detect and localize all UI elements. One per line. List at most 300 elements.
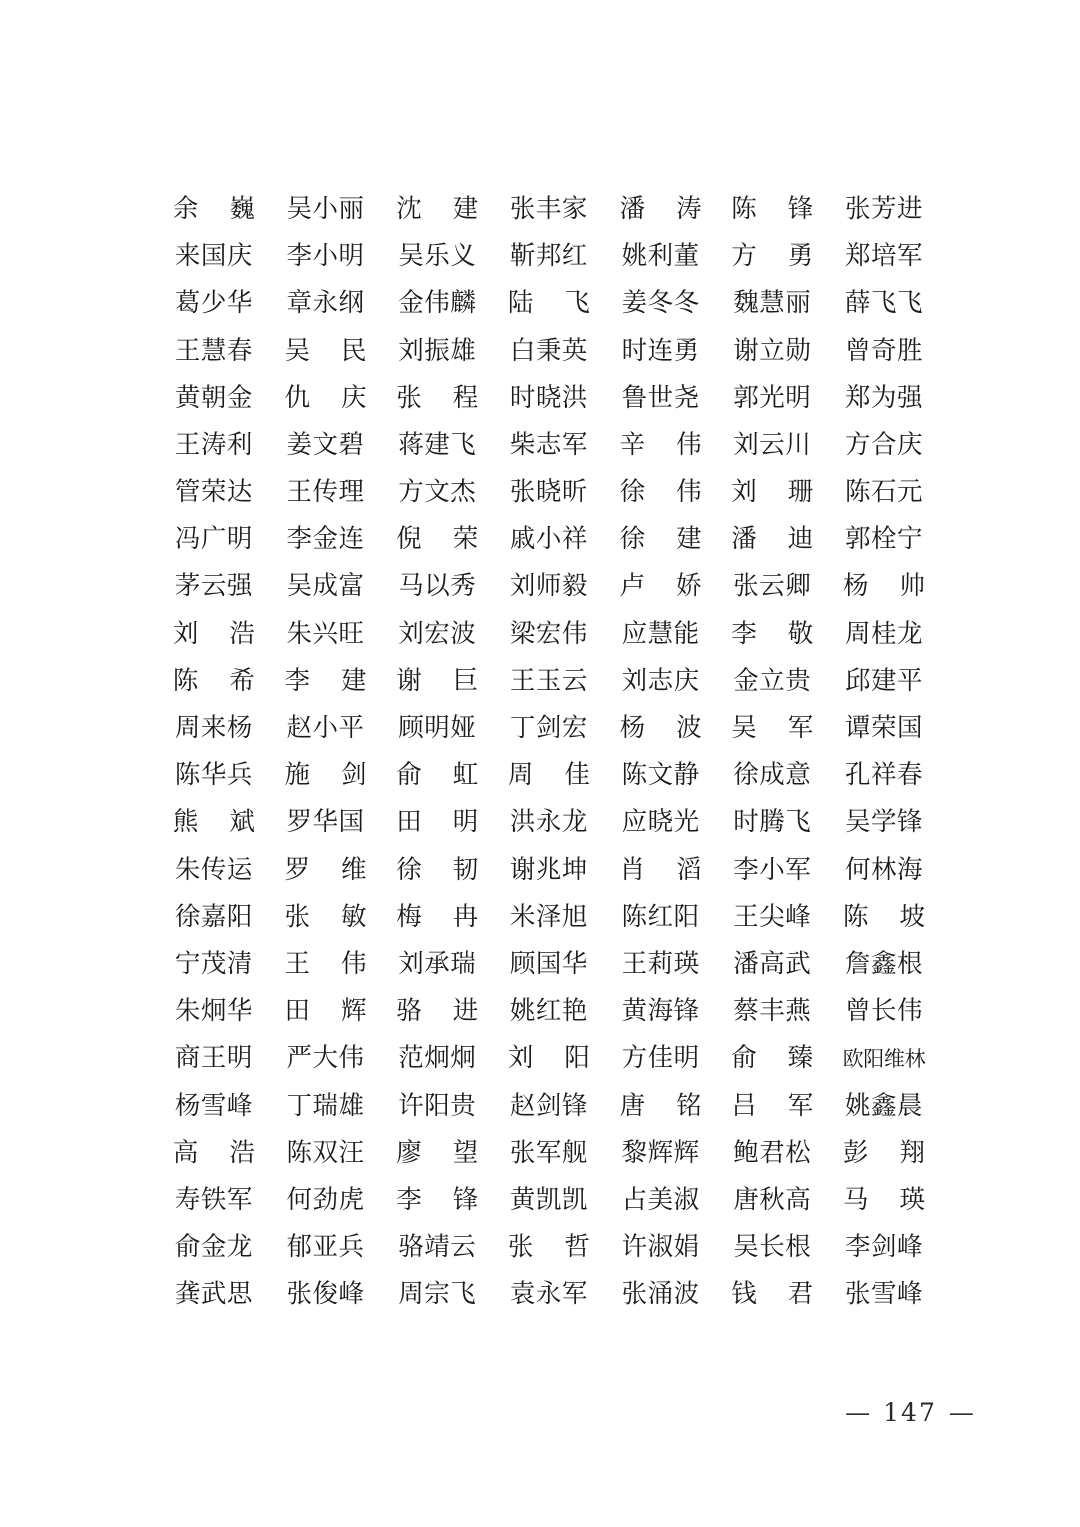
name-cell — [605, 289, 717, 318]
person-name: 王慧春 — [174, 335, 253, 366]
person-name: 王涛利 — [174, 429, 253, 460]
roster-row — [158, 422, 940, 469]
person-name: 郭光明 — [733, 382, 812, 413]
name-cell — [828, 572, 940, 601]
name-cell — [381, 1044, 493, 1073]
person-name — [508, 1233, 590, 1262]
name-cell — [381, 1280, 493, 1309]
name-cell — [716, 572, 828, 601]
roster-row — [158, 658, 940, 705]
name-glyph: 敏 — [341, 901, 367, 932]
person-name: 龚武思 — [174, 1279, 253, 1310]
name-cell — [605, 667, 717, 696]
person-name — [396, 856, 478, 885]
person-name: 何林海 — [844, 854, 923, 885]
person-name — [173, 195, 255, 224]
name-glyph: 军 — [787, 1090, 814, 1121]
name-cell — [605, 384, 717, 413]
name-cell — [828, 761, 940, 790]
person-name: 蒋建飞 — [398, 429, 477, 460]
name-cell — [381, 903, 493, 932]
name-glyph: 徐 — [619, 524, 646, 555]
name-cell — [716, 195, 828, 224]
person-name: 谭荣国 — [844, 713, 923, 743]
name-cell — [493, 289, 605, 318]
person-name: 魏慧丽 — [733, 288, 812, 319]
person-name: 邱建平 — [844, 665, 923, 696]
person-name: 张晓昕 — [509, 477, 588, 508]
name-cell — [493, 478, 605, 507]
person-name: 应慧能 — [621, 618, 700, 649]
name-cell — [381, 572, 493, 601]
page-number-right-dash: — — [948, 1398, 976, 1427]
person-name — [396, 903, 478, 932]
name-cell — [605, 1233, 717, 1262]
name-glyph: 伟 — [676, 429, 702, 460]
name-cell — [158, 195, 270, 224]
name-glyph: 希 — [229, 665, 255, 696]
name-glyph: 哲 — [564, 1232, 590, 1263]
name-cell — [716, 950, 828, 979]
name-cell — [381, 997, 493, 1026]
name-cell — [828, 808, 940, 837]
person-name — [620, 195, 702, 224]
person-name: 管荣达 — [174, 477, 253, 508]
name-glyph: 余 — [172, 193, 199, 224]
name-cell — [270, 337, 382, 366]
name-cell — [828, 195, 940, 224]
person-name: 骆靖云 — [398, 1232, 477, 1263]
person-name — [620, 572, 702, 601]
name-cell — [716, 478, 828, 507]
name-glyph: 杨 — [842, 571, 869, 602]
roster-row — [158, 1224, 940, 1271]
person-name — [285, 903, 367, 932]
name-glyph: 进 — [452, 996, 479, 1027]
person-name — [620, 714, 702, 743]
name-cell — [605, 478, 717, 507]
name-cell — [270, 525, 382, 554]
name-cell — [381, 478, 493, 507]
person-name: 许阳贵 — [398, 1090, 477, 1121]
person-name: 吴小丽 — [286, 193, 365, 224]
name-cell — [716, 997, 828, 1026]
person-name: 靳邦红 — [509, 241, 588, 272]
person-name: 李剑峰 — [844, 1232, 923, 1263]
person-name: 黄凯凯 — [509, 1184, 588, 1215]
name-glyph: 滔 — [676, 854, 702, 885]
name-glyph: 仇 — [284, 382, 311, 413]
roster-row — [158, 847, 940, 894]
name-cell — [270, 714, 382, 743]
person-name: 詹鑫根 — [844, 948, 923, 979]
name-cell — [158, 289, 270, 318]
name-glyph: 浩 — [229, 618, 255, 649]
name-glyph: 卢 — [619, 571, 646, 602]
name-cell — [270, 431, 382, 460]
name-glyph: 廖 — [396, 1137, 422, 1168]
person-name: 罗华国 — [286, 807, 365, 838]
name-cell — [716, 1044, 828, 1073]
page-number-left-dash: — — [845, 1398, 873, 1427]
person-name: 洪永龙 — [509, 807, 588, 838]
name-glyph: 俞 — [396, 760, 422, 791]
name-glyph: 吴 — [284, 335, 311, 366]
name-cell — [828, 525, 940, 554]
person-name: 周桂龙 — [844, 618, 923, 649]
person-name: 丁瑞雄 — [286, 1090, 365, 1121]
name-glyph: 佳 — [564, 760, 590, 791]
person-name: 刘宏波 — [398, 618, 477, 649]
name-glyph: 瑛 — [899, 1184, 925, 1215]
name-glyph: 勇 — [787, 241, 814, 272]
person-name: 时腾飞 — [733, 807, 812, 838]
name-cell — [605, 431, 717, 460]
name-cell — [158, 1139, 270, 1168]
person-name — [396, 761, 478, 790]
name-cell — [381, 1233, 493, 1262]
person-name: 王莉瑛 — [621, 948, 700, 979]
person-name: 欧阳维林 — [842, 1046, 926, 1071]
person-name: 张雪峰 — [844, 1279, 923, 1310]
person-name — [620, 525, 702, 554]
name-cell — [270, 195, 382, 224]
roster-row — [158, 1130, 940, 1177]
name-cell — [270, 856, 382, 885]
name-cell — [605, 808, 717, 837]
name-glyph: 迪 — [787, 524, 814, 555]
name-cell — [828, 1280, 940, 1309]
person-name — [731, 195, 813, 224]
name-glyph: 荣 — [452, 524, 479, 555]
person-name: 张军舰 — [509, 1137, 588, 1168]
name-cell — [605, 572, 717, 601]
person-name — [843, 1186, 925, 1215]
person-name: 金伟麟 — [398, 288, 477, 319]
name-cell — [716, 1092, 828, 1121]
name-cell — [158, 903, 270, 932]
name-glyph: 骆 — [396, 996, 422, 1027]
name-cell — [158, 525, 270, 554]
person-name — [173, 667, 255, 696]
person-name — [731, 525, 813, 554]
name-cell — [605, 525, 717, 554]
name-glyph: 陈 — [731, 193, 757, 224]
name-glyph: 辛 — [619, 429, 646, 460]
name-cell — [270, 478, 382, 507]
name-cell — [158, 1280, 270, 1309]
name-cell — [158, 714, 270, 743]
person-name: 张丰家 — [509, 193, 588, 224]
name-cell — [828, 1092, 940, 1121]
name-cell — [270, 620, 382, 649]
roster-row — [158, 1083, 940, 1130]
name-cell — [605, 761, 717, 790]
name-cell — [493, 761, 605, 790]
name-cell — [828, 667, 940, 696]
person-name: 时晓洪 — [509, 382, 588, 413]
name-cell — [270, 667, 382, 696]
name-glyph: 锋 — [787, 193, 814, 224]
name-glyph: 陆 — [507, 288, 534, 319]
name-cell — [158, 1186, 270, 1215]
name-cell — [493, 525, 605, 554]
person-name: 姜冬冬 — [621, 288, 700, 319]
roster-row — [158, 1271, 940, 1318]
name-cell — [605, 1044, 717, 1073]
person-name — [396, 1139, 478, 1168]
person-name: 占美淑 — [621, 1184, 700, 1215]
person-name: 刘云川 — [733, 429, 812, 460]
person-name: 刘志庆 — [621, 665, 700, 696]
name-glyph: 方 — [731, 241, 757, 272]
name-glyph: 敬 — [787, 618, 814, 649]
person-name — [285, 950, 367, 979]
name-cell — [270, 572, 382, 601]
name-cell — [270, 1139, 382, 1168]
person-name: 吴成富 — [286, 571, 365, 602]
roster-row — [158, 564, 940, 611]
name-glyph: 刘 — [731, 477, 757, 508]
person-name — [396, 667, 478, 696]
name-glyph: 倪 — [396, 524, 422, 555]
person-name: 范炯炯 — [398, 1043, 477, 1074]
person-name: 杨雪峰 — [174, 1090, 253, 1121]
name-cell — [493, 856, 605, 885]
name-cell — [716, 808, 828, 837]
name-cell — [381, 761, 493, 790]
roster-row — [158, 1035, 940, 1082]
name-glyph: 田 — [284, 996, 311, 1027]
name-glyph: 王 — [284, 948, 311, 979]
name-cell — [493, 242, 605, 271]
person-name: 赵小平 — [286, 713, 365, 743]
name-cell — [158, 431, 270, 460]
name-cell — [270, 761, 382, 790]
name-cell — [381, 431, 493, 460]
person-name: 徐成意 — [733, 760, 812, 791]
person-name — [731, 620, 813, 649]
name-glyph: 沈 — [396, 193, 422, 224]
name-cell — [493, 1233, 605, 1262]
person-name: 李小明 — [286, 241, 365, 272]
person-name: 顾明娅 — [398, 713, 477, 743]
name-glyph: 阳 — [564, 1043, 590, 1074]
name-cell — [605, 242, 717, 271]
person-name — [285, 856, 367, 885]
person-name: 宁茂清 — [174, 948, 253, 979]
person-name: 刘承瑞 — [398, 948, 477, 979]
name-glyph: 军 — [787, 713, 814, 743]
person-name: 马以秀 — [398, 571, 477, 602]
person-name — [731, 714, 813, 743]
name-cell — [158, 950, 270, 979]
person-name — [620, 478, 702, 507]
name-cell — [716, 667, 828, 696]
roster-row — [158, 469, 940, 516]
name-cell — [270, 1280, 382, 1309]
name-cell — [828, 337, 940, 366]
person-name: 薛飞飞 — [844, 288, 923, 319]
name-cell — [828, 903, 940, 932]
name-cell — [605, 1092, 717, 1121]
name-glyph: 吕 — [731, 1090, 757, 1121]
name-glyph: 锋 — [452, 1184, 479, 1215]
person-name: 刘师毅 — [509, 571, 588, 602]
name-cell — [828, 714, 940, 743]
name-cell — [605, 714, 717, 743]
name-cell — [828, 1139, 940, 1168]
person-name: 张芳进 — [844, 193, 923, 224]
person-name: 黎辉辉 — [621, 1137, 700, 1168]
person-name — [285, 384, 367, 413]
person-name: 黄海锋 — [621, 996, 700, 1027]
name-cell — [716, 856, 828, 885]
person-name — [285, 337, 367, 366]
person-name: 谢立勋 — [733, 335, 812, 366]
name-glyph: 肖 — [619, 854, 646, 885]
name-glyph: 陈 — [842, 901, 869, 932]
name-cell — [158, 478, 270, 507]
name-glyph: 臻 — [787, 1043, 814, 1074]
person-name: 柴志军 — [509, 429, 588, 460]
person-name — [396, 195, 478, 224]
name-glyph: 陈 — [172, 665, 199, 696]
person-name: 曾长伟 — [844, 996, 923, 1027]
name-cell — [828, 289, 940, 318]
name-cell — [493, 384, 605, 413]
person-name: 何劲虎 — [286, 1184, 365, 1215]
person-name — [173, 620, 255, 649]
person-name: 严大伟 — [286, 1043, 365, 1074]
person-name — [396, 808, 478, 837]
name-cell — [381, 525, 493, 554]
roster-row — [158, 611, 940, 658]
page-number-group — [845, 1396, 975, 1427]
person-name — [508, 289, 590, 318]
name-glyph: 冉 — [452, 901, 479, 932]
person-name — [843, 903, 925, 932]
person-name: 黄朝金 — [174, 382, 253, 413]
person-name: 金立贵 — [733, 665, 812, 696]
roster-row — [158, 375, 940, 422]
name-glyph: 张 — [396, 382, 422, 413]
name-cell — [381, 384, 493, 413]
name-cell — [716, 761, 828, 790]
name-glyph: 建 — [341, 665, 367, 696]
name-glyph: 田 — [396, 807, 422, 838]
person-name: 商王明 — [174, 1043, 253, 1074]
person-name: 张涌波 — [621, 1279, 700, 1310]
name-glyph: 浩 — [229, 1137, 255, 1168]
person-name — [508, 1044, 590, 1073]
name-glyph: 斌 — [229, 807, 255, 838]
name-glyph: 李 — [284, 665, 311, 696]
name-cell — [605, 997, 717, 1026]
name-glyph: 高 — [172, 1137, 199, 1168]
name-glyph: 涛 — [676, 193, 702, 224]
name-cell — [828, 431, 940, 460]
name-cell — [381, 667, 493, 696]
name-glyph: 坡 — [899, 901, 925, 932]
name-cell — [716, 525, 828, 554]
name-cell — [828, 478, 940, 507]
person-name — [620, 1092, 702, 1121]
name-roster-grid — [158, 186, 940, 1319]
name-glyph: 吴 — [731, 713, 757, 743]
name-cell — [828, 1186, 940, 1215]
name-glyph: 巍 — [229, 193, 255, 224]
name-cell — [270, 289, 382, 318]
person-name: 袁永军 — [509, 1279, 588, 1310]
name-cell — [716, 1233, 828, 1262]
name-glyph: 梅 — [396, 901, 422, 932]
person-name: 时连勇 — [621, 335, 700, 366]
roster-row — [158, 1177, 940, 1224]
name-glyph: 刘 — [507, 1043, 534, 1074]
person-name: 许淑娟 — [621, 1232, 700, 1263]
name-cell — [270, 950, 382, 979]
person-name: 郑培军 — [844, 241, 923, 272]
person-name: 来国庆 — [174, 241, 253, 272]
name-glyph: 俞 — [731, 1043, 757, 1074]
name-cell — [493, 808, 605, 837]
name-cell — [270, 1186, 382, 1215]
name-cell — [270, 903, 382, 932]
person-name: 姚利董 — [621, 241, 700, 272]
name-cell — [158, 761, 270, 790]
name-cell — [158, 572, 270, 601]
name-cell — [605, 950, 717, 979]
person-name: 蔡丰燕 — [733, 996, 812, 1027]
person-name: 米泽旭 — [509, 901, 588, 932]
person-name: 郭栓宁 — [844, 524, 923, 555]
roster-row — [158, 280, 940, 327]
name-cell — [493, 997, 605, 1026]
name-glyph: 周 — [507, 760, 534, 791]
name-glyph: 施 — [284, 760, 311, 791]
name-glyph: 巨 — [452, 665, 479, 696]
name-cell — [493, 1280, 605, 1309]
name-cell — [605, 1280, 717, 1309]
name-cell — [158, 384, 270, 413]
name-glyph: 彭 — [842, 1137, 869, 1168]
name-cell — [605, 1139, 717, 1168]
name-cell — [158, 997, 270, 1026]
name-cell — [270, 384, 382, 413]
name-glyph: 飞 — [564, 288, 590, 319]
name-cell — [605, 620, 717, 649]
person-name: 姚鑫晨 — [844, 1090, 923, 1121]
person-name — [620, 856, 702, 885]
person-name — [173, 808, 255, 837]
name-cell — [716, 1280, 828, 1309]
name-cell — [381, 242, 493, 271]
person-name: 姚红艳 — [509, 996, 588, 1027]
page-number-value: 147 — [883, 1398, 937, 1427]
name-cell — [158, 620, 270, 649]
person-name: 周宗飞 — [398, 1279, 477, 1310]
person-name: 孔祥春 — [844, 760, 923, 791]
name-glyph: 钱 — [731, 1279, 757, 1310]
name-glyph: 罗 — [284, 854, 311, 885]
name-cell — [493, 1092, 605, 1121]
person-name: 王尖峰 — [733, 901, 812, 932]
name-glyph: 维 — [341, 854, 367, 885]
name-cell — [716, 1186, 828, 1215]
name-glyph: 唐 — [619, 1090, 646, 1121]
name-glyph: 帅 — [899, 571, 925, 602]
